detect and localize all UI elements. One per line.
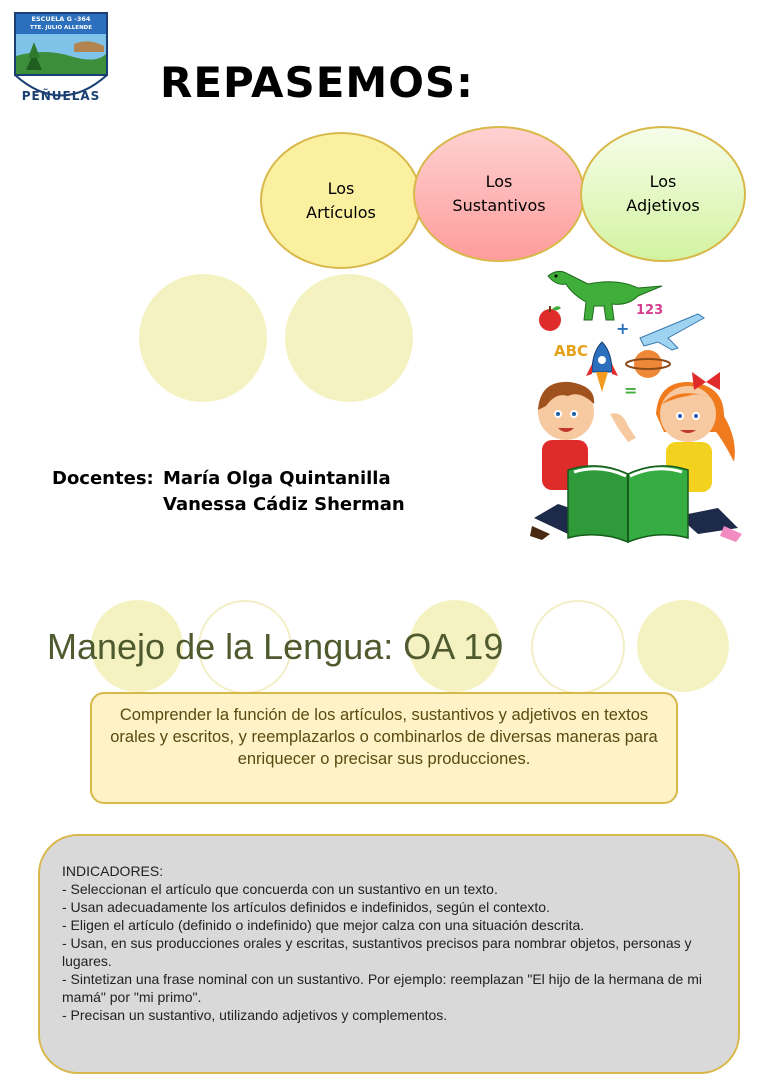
- kids-reading-illustration: [528, 264, 746, 548]
- indicator-item: - Precisan un sustantivo, utilizando adjetivos y complementos.: [62, 1007, 448, 1023]
- airplane-icon: [640, 314, 704, 350]
- book-icon: [568, 466, 688, 542]
- decorative-circle: [139, 274, 267, 402]
- indicators-heading: INDICADORES:: [62, 863, 164, 879]
- bubble-sustantivos-line1: Los: [485, 172, 513, 191]
- decorative-circle: [285, 274, 413, 402]
- bubble-adjetivos-line1: Los: [649, 172, 677, 191]
- decorative-circle: [637, 600, 729, 692]
- objective-box: [90, 692, 678, 804]
- logo-line2: TTE. JULIO ALLENDE: [30, 25, 92, 31]
- objective-text: Comprender la función de los artículos, sustantivos y adjetivos en textos orales y escritos, y reemplazarlos o combinarlos de diversas maneras para enriquecer o precisar sus producciones.: [110, 706, 658, 768]
- page-title: REPASEMOS:: [160, 58, 474, 107]
- school-logo: [14, 12, 108, 116]
- indicators-box: [38, 834, 740, 1074]
- teacher-name: María Olga Quintanilla: [163, 468, 391, 489]
- bubble-sustantivos-line2: Sustantivos: [452, 196, 546, 215]
- plus-sign: +: [616, 319, 630, 338]
- bubble-adjetivos: [580, 126, 746, 262]
- decorative-ring: [531, 600, 625, 694]
- apple-icon: [539, 306, 561, 331]
- abc-letters: ABC: [554, 342, 589, 360]
- teachers-label: Docentes:: [52, 468, 154, 489]
- logo-line1: ESCUELA G -364: [31, 15, 91, 23]
- indicator-item: - Eligen el artículo (definido o indefinido) que mejor calza con una situación descrita.: [62, 917, 585, 933]
- bubble-adjetivos-line2: Adjetivos: [626, 196, 700, 215]
- equals-sign: =: [624, 381, 638, 400]
- indicator-item: - Sintetizan una frase nominal con un sustantivo. Por ejemplo: reemplazan "El hijo de la hermana de mi mamá" por "mi primo".: [62, 971, 706, 1005]
- bubble-articulos-line1: Los: [327, 178, 355, 198]
- numbers-123: 123: [636, 303, 664, 318]
- indicator-item: - Usan, en sus producciones orales y escritas, sustantivos precisos para nombrar objetos, personas y lugares.: [62, 935, 696, 969]
- logo-bottom: PEÑUELAS: [21, 89, 101, 103]
- indicator-item: - Seleccionan el artículo que concuerda con un sustantivo en un texto.: [62, 881, 498, 897]
- bubble-sustantivos: [413, 126, 585, 262]
- bubble-articulos-line2: Artículos: [306, 202, 376, 222]
- rocket-icon: [586, 342, 618, 392]
- section-subtitle: Manejo de la Lengua: OA 19: [47, 626, 504, 667]
- teacher-name: Vanessa Cádiz Sherman: [163, 494, 405, 515]
- indicator-item: - Usan adecuadamente los artículos definidos e indefinidos, según el contexto.: [62, 899, 550, 915]
- bubble-articulos: [260, 132, 422, 269]
- planet-icon: [626, 350, 670, 378]
